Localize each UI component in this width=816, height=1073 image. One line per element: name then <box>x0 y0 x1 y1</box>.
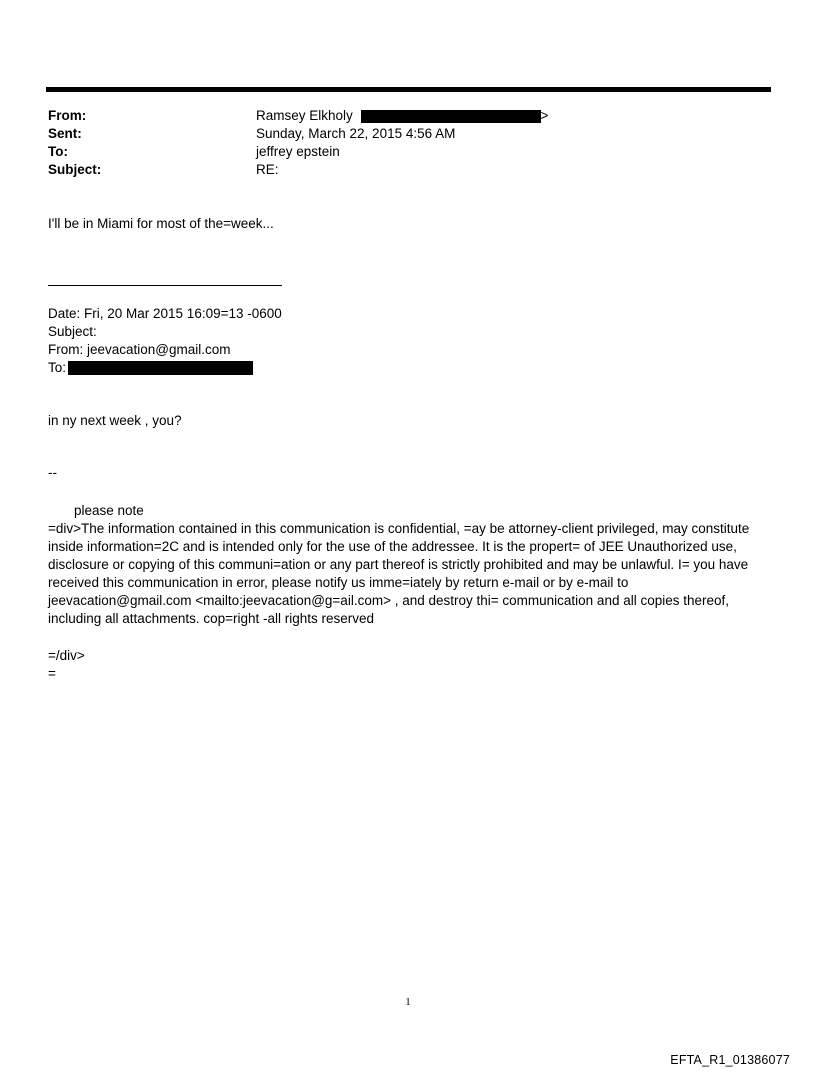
quoted-from: From: jeevacation@gmail.com <box>48 342 231 357</box>
to-value: jeffrey epstein <box>256 144 340 159</box>
div-close-text: =/div> <box>48 648 85 663</box>
from-tail: > <box>540 108 549 123</box>
subject-value: RE: <box>256 162 279 177</box>
reply-text: I'll be in Miami for most of the=week... <box>48 216 274 231</box>
to-label: To: <box>48 144 68 159</box>
sent-label: Sent: <box>48 126 82 141</box>
disclaimer-line: jeevacation@gmail.com <mailto:jeevacation@g=ail.com> , and destroy thi= communication and all copies thereof, <box>48 593 730 608</box>
please-note: please note <box>74 503 144 518</box>
quoted-to-row <box>48 359 253 377</box>
quote-separator <box>48 285 282 286</box>
disclaimer-line: =div>The information contained in this communication is confidential, =ay be attorney-client privileged, may constitute <box>48 521 750 536</box>
from-name: Ramsey Elkholy <box>256 108 353 123</box>
subject-label: Subject: <box>48 162 102 177</box>
quoted-body-text: in ny next week , you? <box>48 413 182 428</box>
page-number: 1 <box>405 996 411 1008</box>
disclaimer-block <box>48 520 770 628</box>
quoted-date: Date: Fri, 20 Mar 2015 16:09=13 -0600 <box>48 306 282 321</box>
quoted-subject: Subject: <box>48 324 97 339</box>
sent-value: Sunday, March 22, 2015 4:56 AM <box>256 126 456 141</box>
redaction-bar <box>68 361 253 375</box>
disclaimer-line: inside information=2C and is intended only for the use of the addressee. It is the propert= of JEE Unauthorized use, <box>48 539 737 554</box>
signature-separator: -- <box>48 465 57 480</box>
disclaimer-line: disclosure or copying of this communi=ation or any part thereof is strictly prohibited and may be unlawful. I= you have <box>48 557 749 572</box>
disclaimer-line: received this communication in error, please notify us imme=iately by return e-mail or by e-mail to <box>48 575 629 590</box>
header-top-rule <box>46 87 771 92</box>
redaction-bar <box>361 110 541 123</box>
equals-text: = <box>48 666 56 681</box>
from-value <box>256 107 548 125</box>
quoted-to-label: To: <box>48 360 67 375</box>
disclaimer-line: including all attachments. cop=right -all rights reserved <box>48 611 375 626</box>
from-label: From: <box>48 108 87 123</box>
bates-number: EFTA_R1_01386077 <box>670 1053 790 1067</box>
